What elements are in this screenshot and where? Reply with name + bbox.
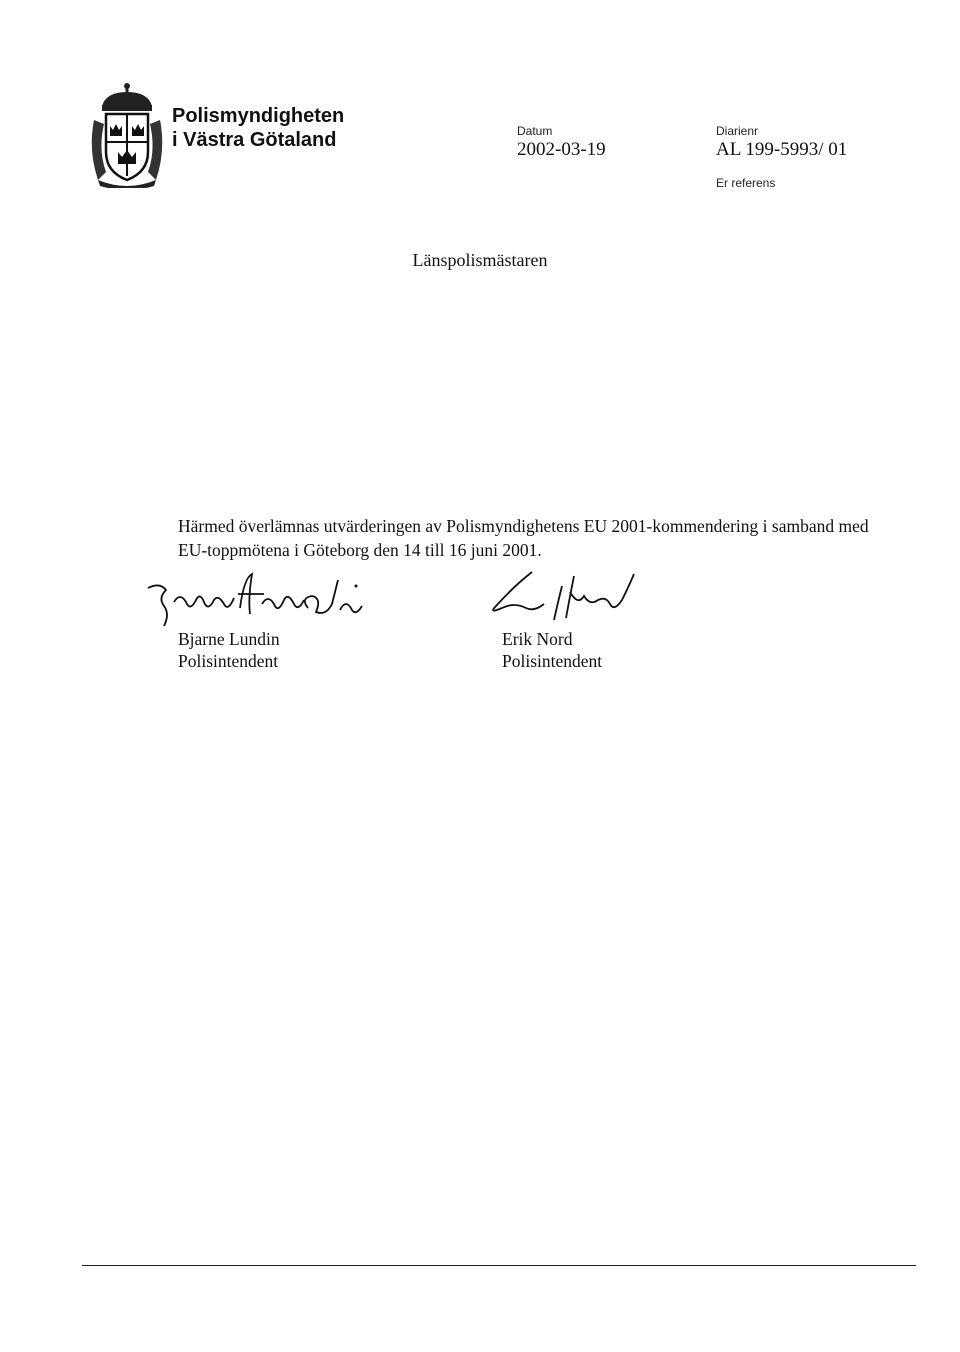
signatory-2-name: Erik Nord [502, 629, 573, 649]
signatory-1 [178, 628, 280, 672]
er-referens-label: Er referens [716, 176, 776, 190]
diarienr-value: AL 199-5993/ 01 [716, 139, 848, 160]
document-title: Länspolismästaren [412, 250, 548, 270]
body-paragraph: Härmed överlämnas utvärderingen av Polismyndighetens EU 2001-kommendering i samband med EU-toppmötena i Göteborg den 14 till 16 juni 2001. [178, 516, 869, 560]
signatory-1-role: Polisintendent [178, 651, 279, 671]
signatory-1-name: Bjarne Lundin [178, 629, 280, 649]
datum-value: 2002-03-19 [517, 139, 606, 160]
signatory-2 [502, 628, 602, 672]
org-line-2: i Västra Götaland [172, 129, 337, 151]
signature-erik-nord [474, 566, 664, 632]
coat-of-arms-logo [84, 80, 170, 188]
diarienr-label: Diarienr [716, 124, 759, 138]
datum-label: Datum [517, 124, 553, 138]
org-line-1: Polismyndigheten [172, 105, 345, 127]
organization-name [172, 104, 344, 152]
signatory-2-role: Polisintendent [502, 651, 603, 671]
footer-divider [82, 1265, 916, 1266]
